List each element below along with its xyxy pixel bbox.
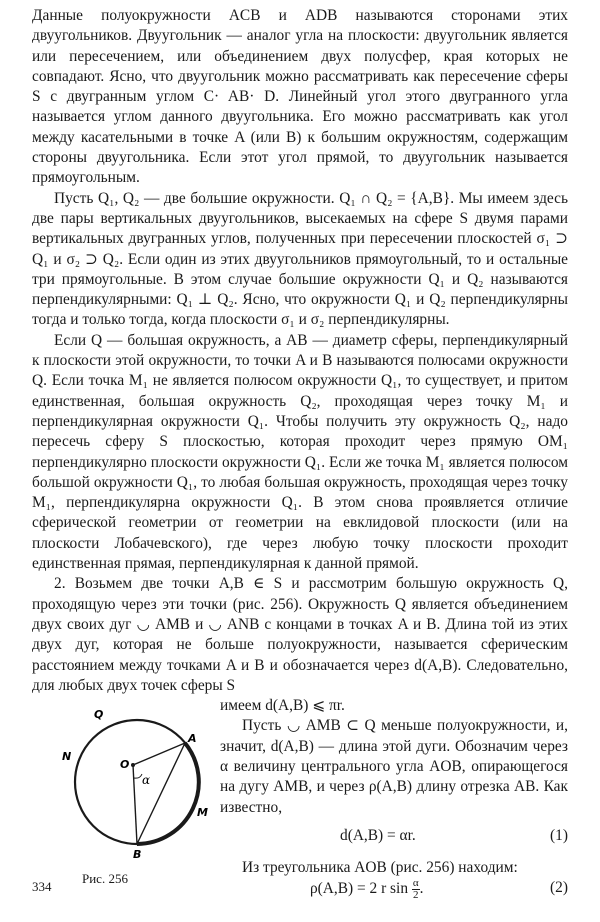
paragraph-4-end: имеем d(A,B) ⩽ πr. — [220, 697, 345, 715]
right-column — [220, 696, 568, 901]
formula-2-left: ρ(A,B) = 2 r sin — [310, 880, 409, 898]
label-b: B — [133, 848, 142, 862]
fraction-numerator: α — [412, 877, 419, 890]
formula-2-fraction — [412, 878, 420, 901]
paragraph-5: Пусть ◡ AMB ⊂ Q меньше полуокружности, и, значит, d(A,B) — длина этой дуги. Обозначим через α величину центрального угла AOB, опирающегося на дугу AMB, и через ρ(A,B) длину отрезка AB. Как известно, — [220, 717, 568, 816]
formula-2 — [220, 878, 568, 901]
label-q: Q — [94, 708, 104, 722]
radius-ob — [133, 765, 137, 844]
radius-oa — [133, 743, 185, 765]
angle-arc — [134, 774, 142, 778]
formula-1 — [220, 826, 568, 846]
label-alpha: α — [142, 773, 151, 788]
label-n: N — [62, 750, 72, 764]
formula-2-end: . — [419, 880, 424, 898]
fraction-denominator: 2 — [413, 889, 419, 902]
paragraph-6: Из треугольника AOB (рис. 256) находим: — [242, 859, 518, 877]
sphere-figure — [32, 700, 212, 870]
figure-block — [32, 696, 568, 916]
formula-2-number: (2) — [550, 879, 568, 897]
paragraph-1: Данные полуокружности ACB и ADB называются сторонами этих двуугольников. Двуугольник — аналог угла на плоскости: двуугольник является или пересечением, или объединением двух полусфер, края которых не совпадают. Ясно, что двуугольник можно рассматривать как пересечение сферы S с двугранным углом C· AB· D. Линейный угол этого двугранного угла называется углом данного двуугольника. Его можно рассматривать как угол между касательными в точке A (или B) к большим окружностям, содержащим стороны двуугольника. Если этот угол прямой, то двуугольник называется прямоугольным. — [32, 7, 568, 187]
formula-2-expression — [310, 878, 424, 901]
center-point — [131, 763, 135, 767]
paragraph-2: Пусть Q₁, Q₂ — две большие окружности. Q₁ ∩ Q₂ = {A,B}. Мы имеем здесь две пары вертикальных двуугольников, высекаемых на сфере S двумя парами вертикальных двугранных углов, полученных при пересечении плоскостей σ₁ ⊃ Q₁ и σ₂ ⊃ Q₂. Если один из этих двуугольников прямоугольный, то и остальные три прямоугольные. В этом случае большие окружности Q₁ и Q₂ называются перпендикулярными: Q₁ ⊥ Q₂. Ясно, что окружности Q₁ и Q₂ перпендикулярны тогда и только тогда, когда плоскости σ₁ и σ₂ перпендикулярны. — [32, 189, 568, 329]
label-o: O — [120, 758, 130, 772]
paragraph-4: 2. Возьмем две точки A,B ∈ S и рассмотрим большую окружность Q, проходящую через эти точки (рис. 256). Окружность Q является объединением двух своих дуг ◡ AMB и ◡ ANB с концами в точках A и B. Длина той из этих двух дуг, которая не больше полуокружности, называется сферическим расстоянием между точками A и B и обозначается через d(A,B). Следовательно, для любых двух точек сферы S — [32, 575, 568, 694]
arc-amb — [137, 743, 199, 844]
formula-1-number: (1) — [550, 826, 568, 844]
figure-caption: Рис. 256 — [82, 871, 128, 887]
label-m: M — [197, 806, 208, 820]
page-number: 334 — [32, 879, 52, 894]
label-a: A — [188, 732, 197, 746]
formula-1-text: d(A,B) = αr. — [340, 826, 416, 844]
paragraph-3: Если Q — большая окружность, а AB — диаметр сферы, перпендикулярный к плоскости этой окружности, то точки A и B называются полюсами окружности Q. Если точка M₁ не является полюсом окружности Q₁, то существует, и притом единственная, большая окружность Q₂, проходящая через точку M₁ и перпендикулярная окружности Q₁. Чтобы получить эту окружность Q₂, надо пересечь сферу S плоскостью, которая проходит через прямую OM₁ перпендикулярно плоскости окружности Q₁. Если же точка M₁ является полюсом большой окружности Q₁, то любая большая окружность, проходящая через точку M₁, перпендикулярна окружности Q₁. В этом снова проявляется отличие сферической геометрии от геометрии на евклидовой плоскости (или на плоскости Лобачевского), где через любую точку плоскости проходит единственная прямая, перпендикулярная к данной прямой. — [32, 331, 568, 573]
